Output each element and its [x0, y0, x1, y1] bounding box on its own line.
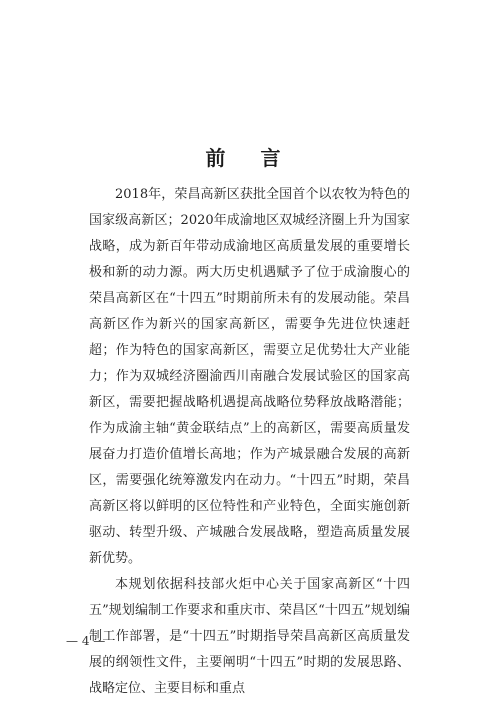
page-title: 前 言 [205, 146, 295, 170]
paragraph-1: 2018年，荣昌高新区获批全国首个以农牧为特色的国家级高新区；2020年成渝地区双城经济圈上升为国家战略，成为新百年带动成渝地区高质量发展的重要增长极和新的动力源。两大历史机遇赋予了位于成渝腹心的荣昌高新区在“十四五”时期前所未有的发展动能。荣昌高新区作为新兴的国家高新区，需要争先进位快速赶超；作为特色的国家高新区，需要立足优势壮大产业能力；作为双城经济圈渝西川南融合发展试验区的国家高新区，需要把握战略机遇提高战略位势释放战略潜能；作为成渝主轴“黄金联结点”上的高新区，需要高质量发展奋力打造价值增长高地；作为产城景融合发展的高新区，需要强化统筹激发内在动力。“十四五”时期，荣昌高新区将以鲜明的区位特性和产业特色，全面实施创新驱动、转型升级、产城融合发展战略，塑造高质量发展新优势。 [89, 187, 410, 566]
page-number: — 4 — [66, 634, 106, 648]
body-text [89, 182, 410, 702]
paragraph-2: 本规划依据科技部火炬中心关于国家高新区“十四五”规划编制工作要求和重庆市、荣昌区“十四五”规划编制工作部署，是“十四五”时期指导荣昌高新区高质量发展的纲领性文件，主要阐明“十四五”时期的发展思路、战略定位、主要目标和重点 [89, 577, 410, 696]
